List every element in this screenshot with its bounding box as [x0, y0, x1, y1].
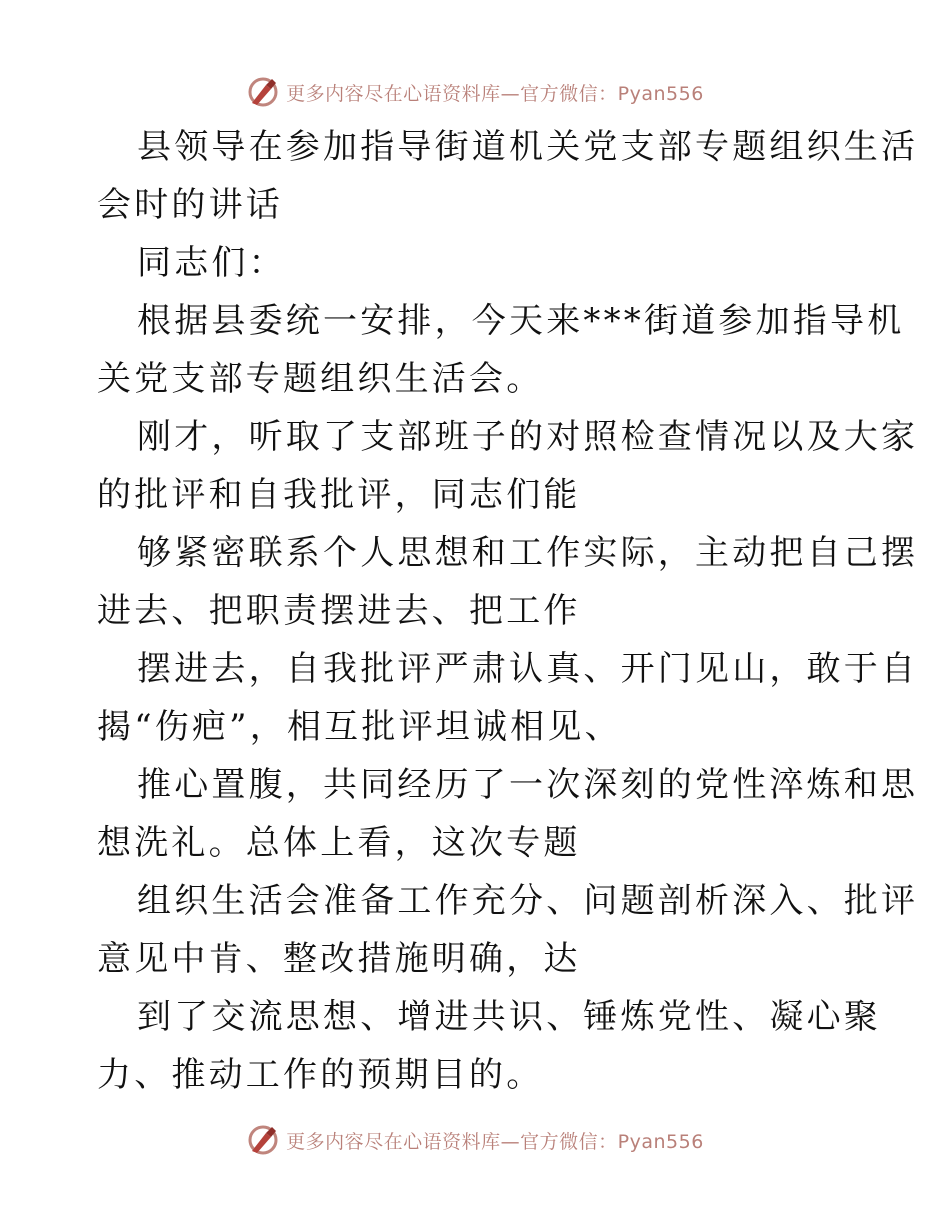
paragraph-2-line-2: 的批评和自我批评，同志们能 — [97, 475, 581, 515]
paragraph-3-line-1: 够紧密联系个人思想和工作实际，主动把自己摆 — [137, 533, 919, 573]
paragraph-2-line-1: 刚才，听取了支部班子的对照检查情况以及大家 — [137, 417, 919, 457]
watermark-text: 更多内容尽在心语资料库—官方微信：Pyan556 — [286, 82, 704, 105]
salutation: 同志们： — [137, 243, 286, 283]
document-body — [97, 118, 919, 1104]
paragraph-6-line-2: 意见中肯、整改措施明确，达 — [97, 939, 581, 979]
paragraph-5-line-1: 推心置腹，共同经历了一次深刻的党性淬炼和思 — [137, 765, 919, 805]
paragraph-1-line-1: 根据县委统一安排，今天来***街道参加指导机 — [137, 301, 905, 341]
watermark-text: 更多内容尽在心语资料库—官方微信：Pyan556 — [286, 1130, 704, 1153]
header-watermark — [0, 72, 950, 112]
paragraph-4-line-2: 揭“伤疤”，相互批评坦诚相见、 — [97, 707, 622, 747]
paragraph-3-line-2: 进去、把职责摆进去、把工作 — [97, 591, 581, 631]
footer-watermark — [0, 1120, 950, 1160]
paragraph-1-line-2: 关党支部专题组织生活会。 — [97, 359, 544, 399]
paragraph-5-line-2: 想洗礼。总体上看，这次专题 — [97, 823, 581, 863]
pen-nib-logo-icon — [246, 75, 280, 109]
paragraph-7-line-2: 力、推动工作的预期目的。 — [97, 1055, 544, 1095]
paragraph-4-line-1: 摆进去，自我批评严肃认真、开门见山，敢于自 — [137, 649, 919, 689]
document-title-line-2: 会时的讲话 — [97, 185, 283, 225]
document-title-line-1: 县领导在参加指导街道机关党支部专题组织生活 — [137, 127, 919, 167]
paragraph-6-line-1: 组织生活会准备工作充分、问题剖析深入、批评 — [137, 881, 919, 921]
paragraph-7-line-1: 到了交流思想、增进共识、锤炼党性、凝心聚 — [137, 997, 881, 1037]
pen-nib-logo-icon — [246, 1123, 280, 1157]
